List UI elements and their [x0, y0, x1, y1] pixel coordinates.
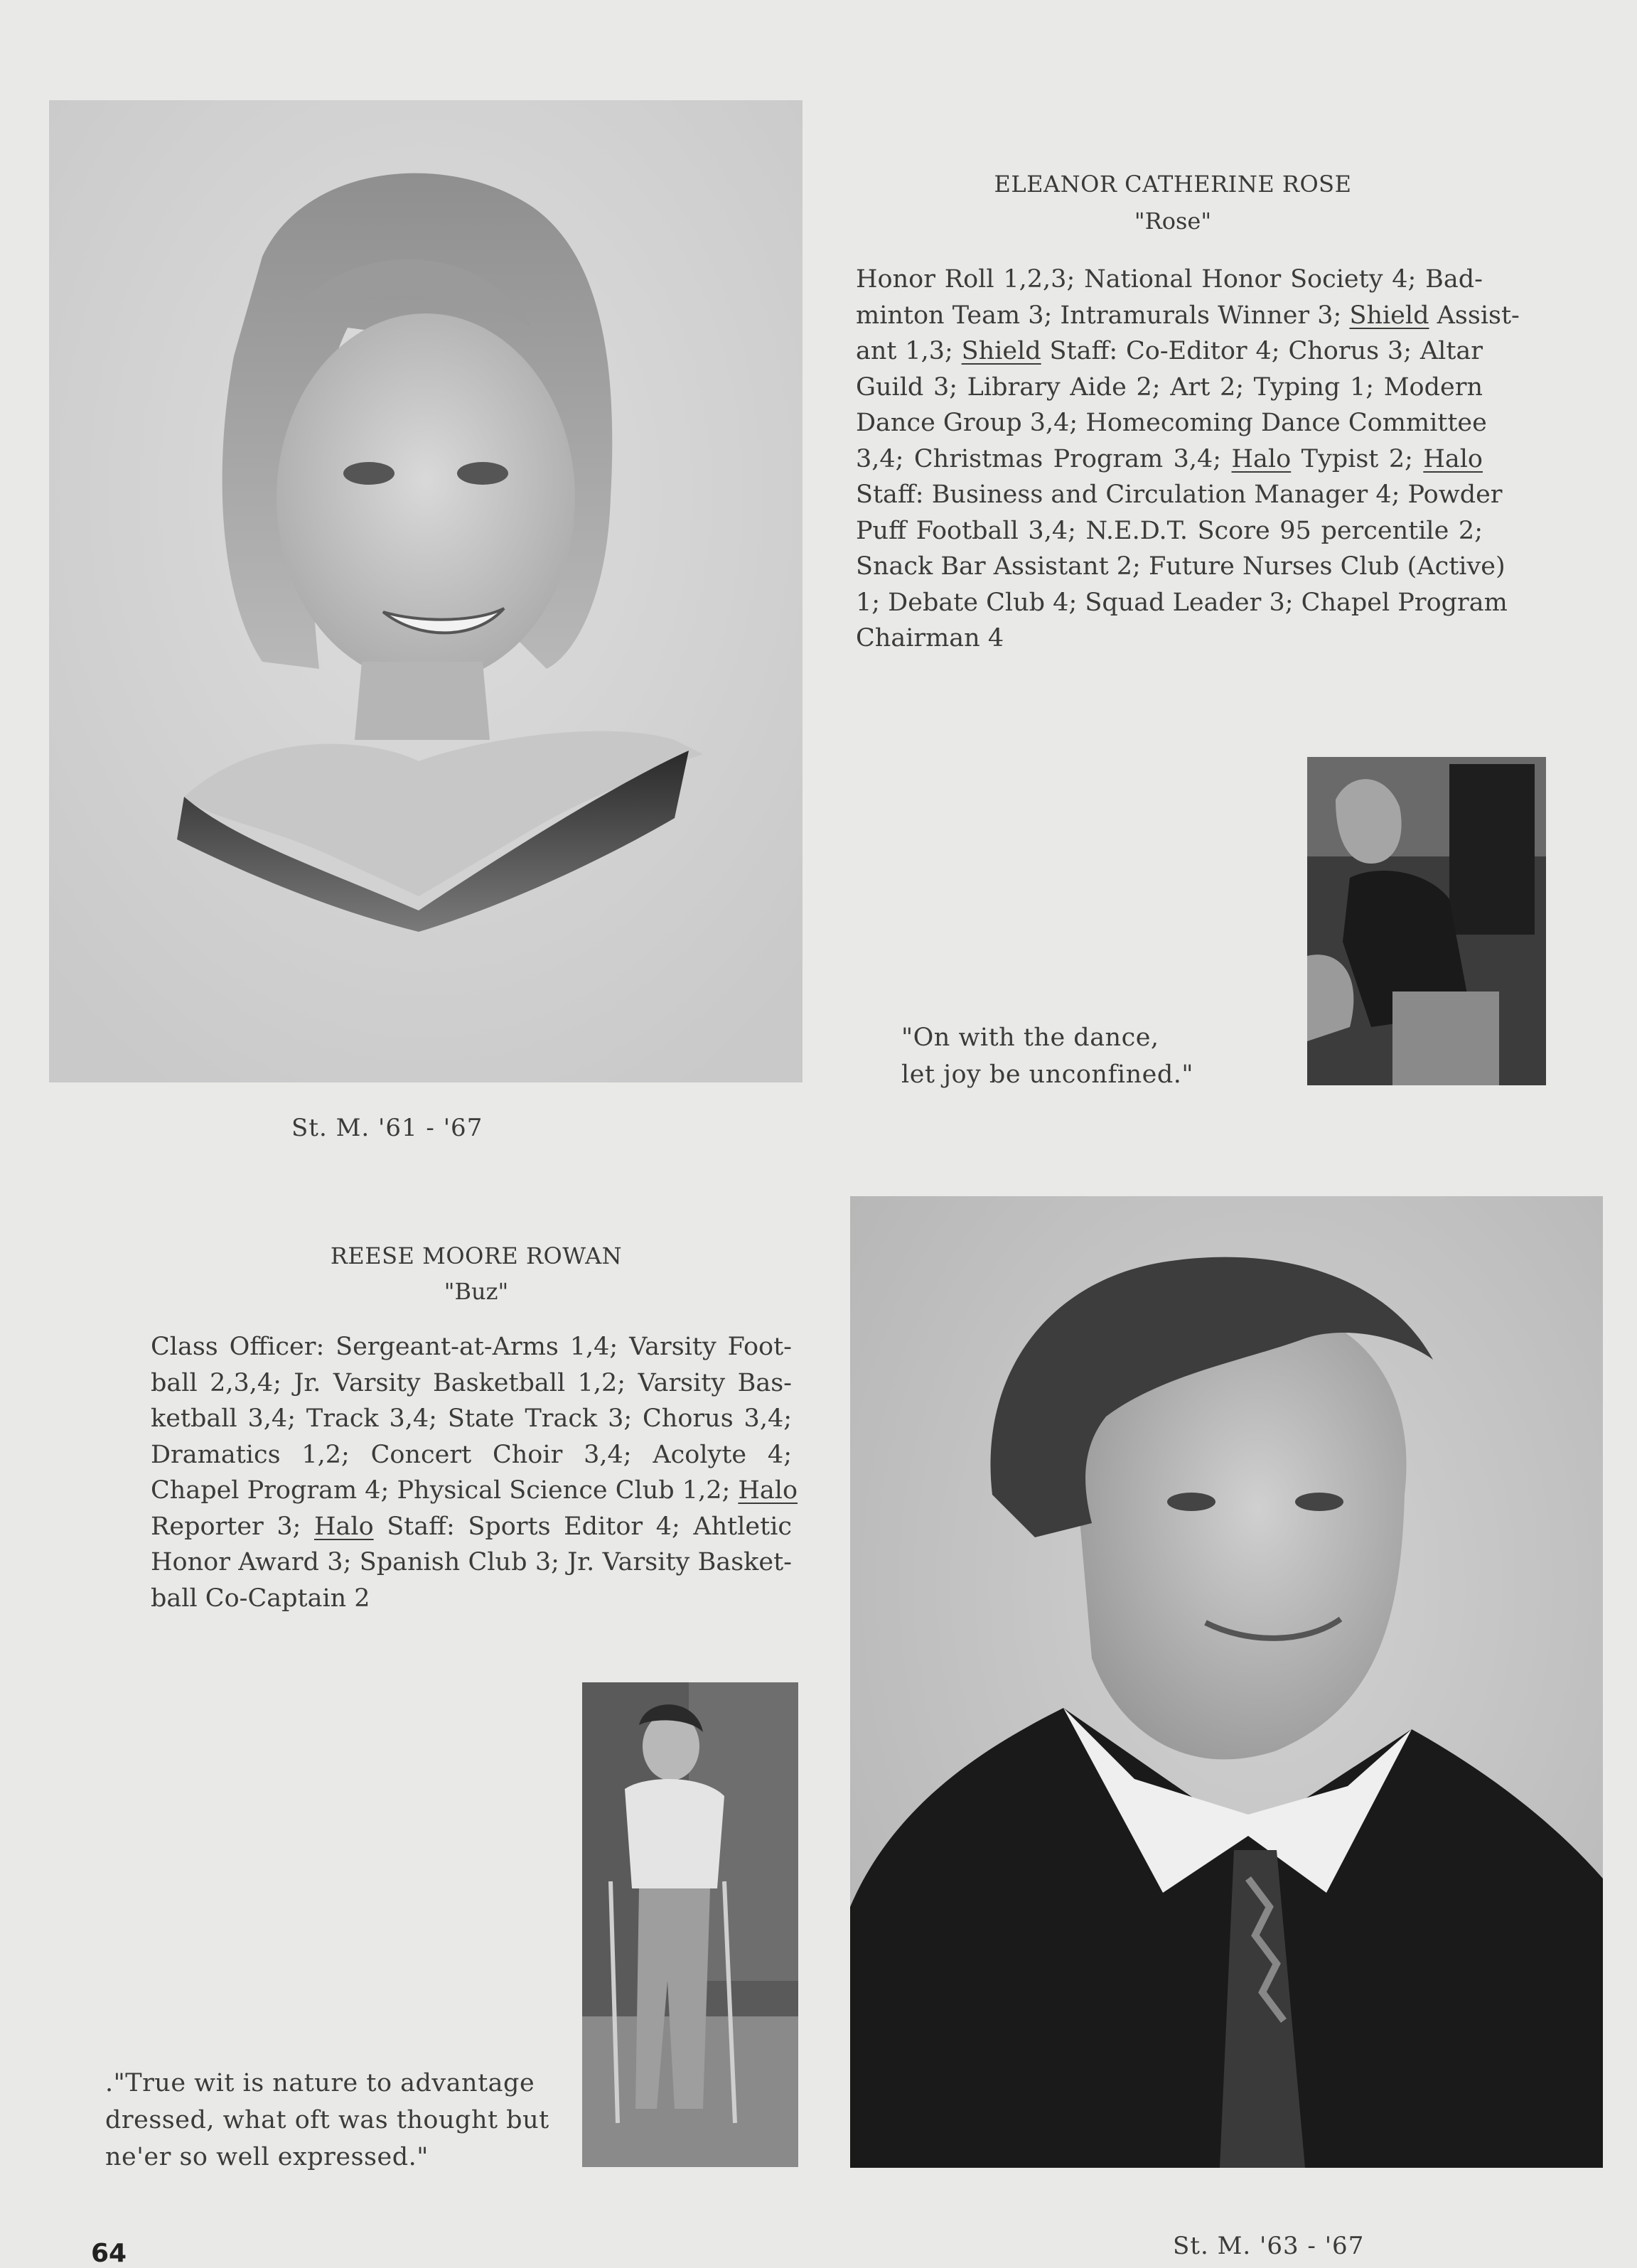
student1-name: ELEANOR CATHERINE ROSE — [994, 171, 1352, 198]
student2-name: REESE MOORE ROWAN — [330, 1242, 623, 1269]
bio-text: 1; Debate Club 4; Squad Leader 3; Chapel Program — [856, 588, 1508, 617]
bio-text: Assist- — [1429, 301, 1520, 330]
bio-text: Staff: Sports Editor 4; Ahtletic — [373, 1512, 792, 1541]
bio-line — [856, 333, 1483, 370]
bio-line — [856, 441, 1483, 478]
underlined-title: Halo — [313, 1512, 374, 1541]
bio-text: ketball 3,4; Track 3,4; State Track 3; Chorus 3,4; — [151, 1404, 792, 1433]
student1-years: St. M. '61 - '67 — [291, 1114, 483, 1142]
bio-text: minton Team 3; Intramurals Winner 3; — [856, 301, 1350, 330]
student1-quote — [901, 1019, 1193, 1093]
bio-text: Chairman 4 — [856, 624, 1004, 652]
bio-line — [856, 298, 1520, 334]
bio-text: Class Officer: Sergeant-at-Arms 1,4; Varsity Foot- — [151, 1333, 792, 1361]
portrait-reese-rowan — [850, 1196, 1603, 2168]
bio-line — [151, 1437, 792, 1473]
bio-line — [856, 405, 1487, 441]
bio-line — [151, 1329, 792, 1365]
bio-line — [856, 477, 1503, 513]
bio-text: Staff: Co-Editor 4; Chorus 3; Altar — [1041, 337, 1483, 365]
bio-text: Reporter 3; — [151, 1512, 314, 1541]
underlined-title: Halo — [1231, 444, 1292, 473]
page-number: 64 — [91, 2239, 127, 2268]
bio-text: Honor Award 3; Spanish Club 3; Jr. Varsity Basket- — [151, 1548, 792, 1576]
bio-line — [151, 1509, 792, 1545]
portrait-eleanor-rose — [49, 100, 803, 1082]
bio-line — [151, 1401, 792, 1437]
bio-text: Honor Roll 1,2,3; National Honor Society 4; Bad- — [856, 265, 1483, 294]
bio-text: Guild 3; Library Aide 2; Art 2; Typing 1; Modern — [856, 372, 1483, 402]
bio-text: ball 2,3,4; Jr. Varsity Basketball 1,2; Varsity Bas- — [151, 1368, 792, 1397]
bio-text: Puff Football 3,4; N.E.D.T. Score 95 percentile 2; — [856, 516, 1483, 545]
bio-text: Snack Bar Assistant 2; Future Nurses Club (Active) — [856, 552, 1505, 581]
bio-text: Typist 2; — [1291, 444, 1424, 473]
underlined-title: Shield — [961, 337, 1041, 365]
bio-line — [856, 585, 1508, 621]
quote-line: ."True wit is nature to advantage — [105, 2069, 535, 2097]
bio-line — [151, 1473, 798, 1509]
quote-line: "On with the dance, — [901, 1023, 1159, 1052]
student2-activities — [151, 1329, 798, 1616]
quote-line: dressed, what oft was thought but — [105, 2106, 549, 2134]
bio-line — [151, 1544, 792, 1581]
underlined-title: Shield — [1349, 301, 1429, 330]
bio-line — [856, 549, 1505, 585]
student2-years: St. M. '63 - '67 — [1173, 2232, 1365, 2260]
bio-line — [856, 262, 1483, 298]
student1-activities — [856, 262, 1520, 657]
bio-line — [856, 513, 1483, 549]
bio-text: Chapel Program 4; Physical Science Club 1,2; — [151, 1476, 739, 1505]
student2-nickname: "Buz" — [444, 1278, 509, 1305]
student2-quote — [105, 2065, 549, 2176]
underlined-title: Halo — [1423, 444, 1483, 473]
student1-nickname: "Rose" — [1134, 208, 1212, 235]
bio-line — [151, 1365, 792, 1402]
bio-text: Dramatics 1,2; Concert Choir 3,4; Acolyte 4; — [151, 1440, 792, 1469]
bio-text: Dance Group 3,4; Homecoming Dance Committee — [856, 409, 1487, 437]
bio-text: 3,4; Christmas Program 3,4; — [856, 444, 1232, 473]
candid-photo-eleanor-dancing — [1307, 757, 1546, 1085]
quote-line: ne'er so well expressed." — [105, 2143, 429, 2171]
bio-text: ball Co-Captain 2 — [151, 1584, 370, 1613]
bio-line — [856, 620, 1483, 657]
quote-line: let joy be unconfined." — [901, 1060, 1193, 1089]
candid-photo-reese-crutches — [582, 1682, 798, 2167]
bio-text: ant 1,3; — [856, 337, 962, 365]
bio-line — [151, 1581, 792, 1617]
bio-text: Staff: Business and Circulation Manager 4; Powder — [856, 480, 1503, 509]
underlined-title: Halo — [738, 1476, 798, 1505]
bio-line — [856, 370, 1483, 406]
